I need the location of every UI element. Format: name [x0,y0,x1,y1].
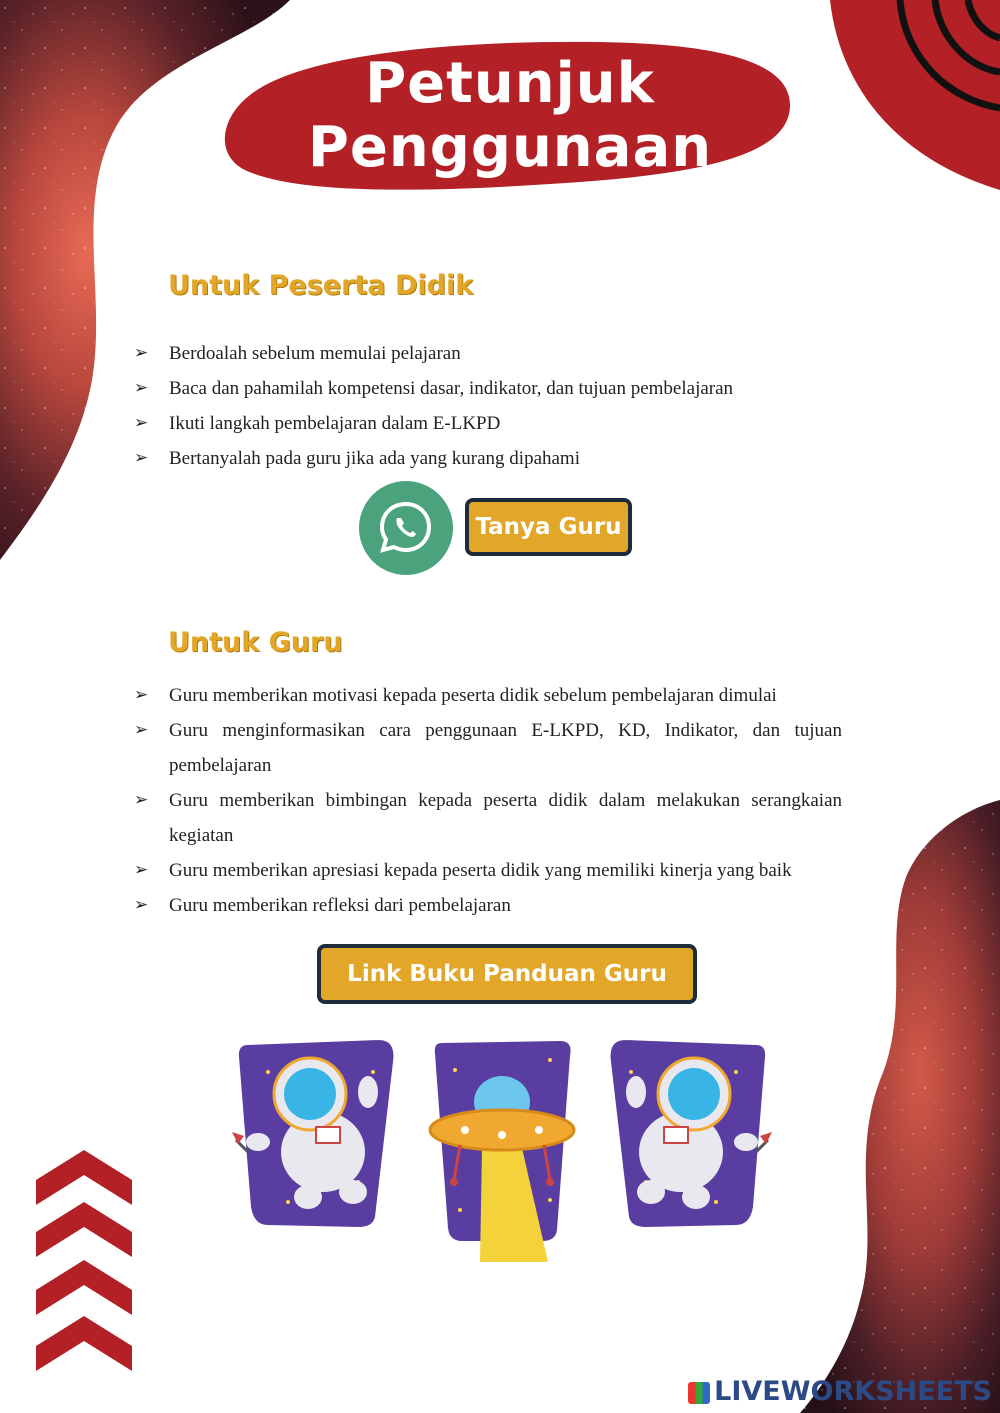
list-item: ➢ Guru memberikan bimbingan kepada peserta didik dalam melakukan serangkaian kegiatan [134,783,842,853]
ufo-icon [420,1030,585,1270]
ask-teacher-button[interactable]: Tanya Guru [465,498,632,556]
list-item: ➢ Berdoalah sebelum memulai pelajaran [134,336,842,371]
list-item: ➢ Guru menginformasikan cara penggunaan E-LKPD, KD, Indikator, dan tujuan pembelajaran [134,713,842,783]
arrow-bullet-icon: ➢ [134,790,149,810]
arrow-bullet-icon: ➢ [134,343,149,363]
arrow-bullet-icon: ➢ [134,448,149,468]
whatsapp-icon[interactable] [358,480,454,576]
teacher-section-heading: Untuk Guru [168,627,343,658]
student-section-heading: Untuk Peserta Didik [168,270,474,301]
arrow-bullet-icon: ➢ [134,895,149,915]
page-title [230,52,790,180]
list-item: ➢ Bertanyalah pada guru jika ada yang kurang dipahami [134,441,842,476]
list-item: ➢ Guru memberikan refleksi dari pembelajaran [134,888,842,923]
list-item: ➢ Guru memberikan motivasi kepada peserta didik sebelum pembelajaran dimulai [134,678,842,713]
page-title-line2: Penggunaan [307,115,713,180]
list-item: ➢ Ikuti langkah pembelajaran dalam E-LKPD [134,406,842,441]
liveworksheets-logo-icon [688,1382,710,1404]
liveworksheets-watermark: LIVEWORKSHEETS [688,1376,992,1407]
astronaut-left-icon [228,1032,404,1232]
arrow-bullet-icon: ➢ [134,413,149,433]
arrow-bullet-icon: ➢ [134,685,149,705]
list-item: ➢ Baca dan pahamilah kompetensi dasar, indikator, dan tujuan pembelajaran [134,371,842,406]
arrow-bullet-icon: ➢ [134,860,149,880]
red-arc-decoration [830,0,1000,190]
teacher-guide-link-button[interactable]: Link Buku Panduan Guru [317,944,697,1004]
page-title-line1: Petunjuk [365,51,655,116]
astronaut-right-icon [600,1032,776,1232]
list-item: ➢ Guru memberikan apresiasi kepada peserta didik yang memiliki kinerja yang baik [134,853,842,888]
student-instructions-list [134,336,842,476]
teacher-instructions-list [134,678,842,923]
arrow-bullet-icon: ➢ [134,720,149,740]
arrow-bullet-icon: ➢ [134,378,149,398]
chevron-stack-icon [36,1150,132,1371]
